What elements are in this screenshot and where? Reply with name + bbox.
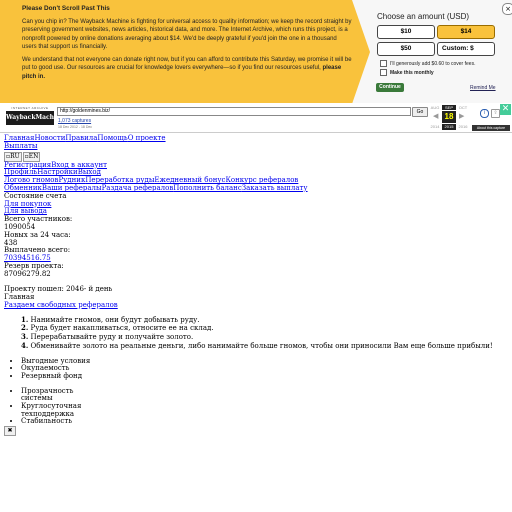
register-link[interactable]: Регистрация (4, 160, 52, 169)
reserve-label: Резерв проекта: (4, 261, 64, 270)
checkbox-box[interactable] (380, 60, 387, 67)
your-referrals-link[interactable]: Ваши рефералы (41, 183, 102, 192)
info-icon[interactable]: i (480, 109, 489, 118)
nav-link-news[interactable]: Новости (34, 134, 66, 142)
features-list-1 (4, 358, 509, 381)
year-current: 2015 (442, 124, 456, 130)
close-button[interactable]: ✖ (4, 426, 16, 436)
month-current: SEP (442, 105, 456, 110)
next-capture-icon[interactable]: ▶ (459, 112, 465, 120)
month-prev[interactable]: AUG (430, 105, 440, 110)
total-members-value: 1090054 (4, 222, 36, 231)
about-capture-link[interactable]: About this capture (472, 125, 510, 131)
logo-top-text: INTERNET ARCHIVE (11, 106, 49, 110)
lang-en-label: EN (28, 152, 39, 160)
banner-paragraph-1: Can you chip in? The Wayback Machine is fighting for universal access to quality information; we keep the record straight by preserving government websites, news articles, historical data, and more. The Internet Archive, which runs this project, is a nonprofit powered by online donations averaging about $14. We'd be deeply grateful if you'd join the one in a thousand users that support us financially. (22, 18, 352, 50)
steps-list (4, 316, 509, 351)
nav-link-about[interactable]: О проекте (127, 134, 166, 142)
step-number: 4. (21, 340, 29, 350)
remind-me-link[interactable]: Remind Me (470, 85, 496, 91)
logout-link[interactable]: Выход (77, 168, 101, 177)
new-24h-label: Новых за 24 часа: (4, 230, 71, 239)
year-prev[interactable]: 2014 (430, 124, 440, 129)
month-next[interactable]: OCT (458, 105, 468, 110)
banner-paragraph-2-text: We understand that not everyone can donate right now, but if you can afford to contribute this Saturday, we promise it will be put to good use. Our resources are crucial for knowledge lovers everywhere—so if you find our resources useful, (22, 56, 352, 71)
wayback-toolbar (0, 103, 512, 133)
ore-processing-link[interactable]: Переработка руды (85, 176, 155, 185)
top-up-link[interactable]: Пополнить баланс (173, 183, 242, 192)
reserve-value: 87096279.82 (4, 269, 51, 278)
profile-link[interactable]: Профиль (4, 168, 38, 177)
banner-paragraph-2-bold: please pitch in. (22, 65, 342, 80)
prev-capture-icon[interactable]: ◀ (433, 112, 439, 120)
checkbox-box[interactable] (380, 69, 387, 76)
exchanger-link[interactable]: Обменник (4, 183, 42, 192)
total-members-label: Всего участников: (4, 215, 73, 224)
flag-ru-icon: ▫ (6, 152, 11, 160)
nav-link-home[interactable]: Главная (4, 134, 35, 142)
mine-link[interactable]: Рудник (58, 176, 86, 185)
paid-total-label: Выплачено всего: (4, 246, 71, 255)
custom-amount-input[interactable]: Custom: $ (437, 42, 495, 56)
step-text: Обменивайте золото на реальные деньги, либо нанимайте больше гномов, чтобы они приносили Вам еще больше прибыли! (30, 341, 493, 350)
settings-link[interactable]: Настройки (37, 168, 78, 177)
capture-day: 18 (442, 111, 456, 123)
login-link[interactable]: Вход в аккаунт (51, 160, 107, 169)
list-item (21, 333, 509, 342)
finance-nav (4, 185, 509, 193)
donation-banner (0, 0, 512, 103)
captures-link[interactable]: 1,073 captures (58, 118, 92, 124)
capture-range: 18 Dec 2012 - 18 Dec (58, 125, 93, 129)
wayback-logo[interactable] (6, 106, 65, 130)
list-item: • Стабильность (21, 418, 91, 426)
list-item: • Выгодные условия (21, 358, 509, 366)
list-item: • Окупаемость (21, 365, 509, 373)
step-text: Перерабатывайте руду и получайте золото. (30, 333, 194, 342)
url-input[interactable]: http://goldenmines.biz/ (57, 107, 411, 116)
lang-ru-label: RU (10, 152, 20, 160)
order-payout-link[interactable]: Заказать выплату (241, 183, 308, 192)
for-purchases-link[interactable]: Для покупок (4, 199, 52, 208)
gnome-lair-link[interactable]: Логово гномов (4, 176, 59, 185)
home-heading: Главная (4, 293, 35, 302)
banner-paragraph-2 (22, 56, 352, 82)
account-state-label: Состояние счета (4, 191, 67, 200)
amount-50-button[interactable]: $50 (377, 42, 435, 56)
list-item: • Прозрачность системы (21, 388, 91, 403)
close-toolbar-icon[interactable]: ✕ (501, 104, 510, 114)
for-withdraw-link[interactable]: Для вывода (4, 207, 47, 216)
step-text: Руда будет накапливаться, относите ее на склад. (30, 324, 214, 333)
list-item (21, 342, 509, 351)
step-text: Нанимайте гномов, они будут добывать руду. (30, 315, 200, 324)
nav-link-payouts[interactable]: Выплаты (4, 141, 38, 150)
nav-link-rules[interactable]: Правила (65, 134, 98, 142)
page-content (4, 135, 509, 426)
referral-giveaway-link[interactable]: Раздача рефералов (101, 183, 174, 192)
list-item: • Резервный фонд (21, 373, 509, 381)
features-list-2 (4, 388, 91, 427)
go-button[interactable]: Go (412, 107, 428, 117)
logo-main-text: WaybackMachine (6, 111, 54, 125)
nav-link-help[interactable]: Помощь (97, 134, 128, 142)
top-nav (4, 135, 509, 143)
daily-bonus-link[interactable]: Ежедневный бонус (154, 176, 226, 185)
referral-contest-link[interactable]: Конкурс рефералов (225, 176, 299, 185)
banner-heading: Please Don't Scroll Past This (22, 5, 110, 12)
project-day: Проекту пошел: 2046- й день (4, 285, 113, 294)
monthly-checkbox[interactable] (380, 69, 434, 76)
banner-text (22, 5, 352, 85)
step-number: 2. (21, 323, 29, 333)
year-next[interactable]: 2016 (458, 124, 468, 129)
list-item: • Круглосуточная техподдержка (21, 403, 91, 418)
paid-total-value[interactable]: 70394516.75 (4, 254, 51, 263)
amount-title: Choose an amount (USD) (377, 12, 470, 21)
continue-button[interactable]: Continue (376, 83, 404, 92)
list-item (21, 324, 509, 333)
free-referrals-link[interactable]: Раздаем свободных рефералов (4, 300, 118, 309)
flag-en-icon: ▫ (24, 152, 29, 160)
amount-10-button[interactable]: $10 (377, 25, 435, 39)
cover-fees-label: I'll generously add $0.60 to cover fees. (390, 60, 476, 67)
close-icon[interactable]: × (502, 3, 512, 15)
step-number: 1. (21, 314, 29, 324)
monthly-label: Make this monthly (390, 69, 434, 76)
step-number: 3. (21, 332, 29, 342)
cover-fees-checkbox[interactable] (380, 60, 475, 67)
share-icon[interactable]: ⇪ (491, 109, 500, 118)
amount-14-button[interactable]: $14 (437, 25, 495, 39)
new-24h-value: 438 (4, 238, 18, 247)
